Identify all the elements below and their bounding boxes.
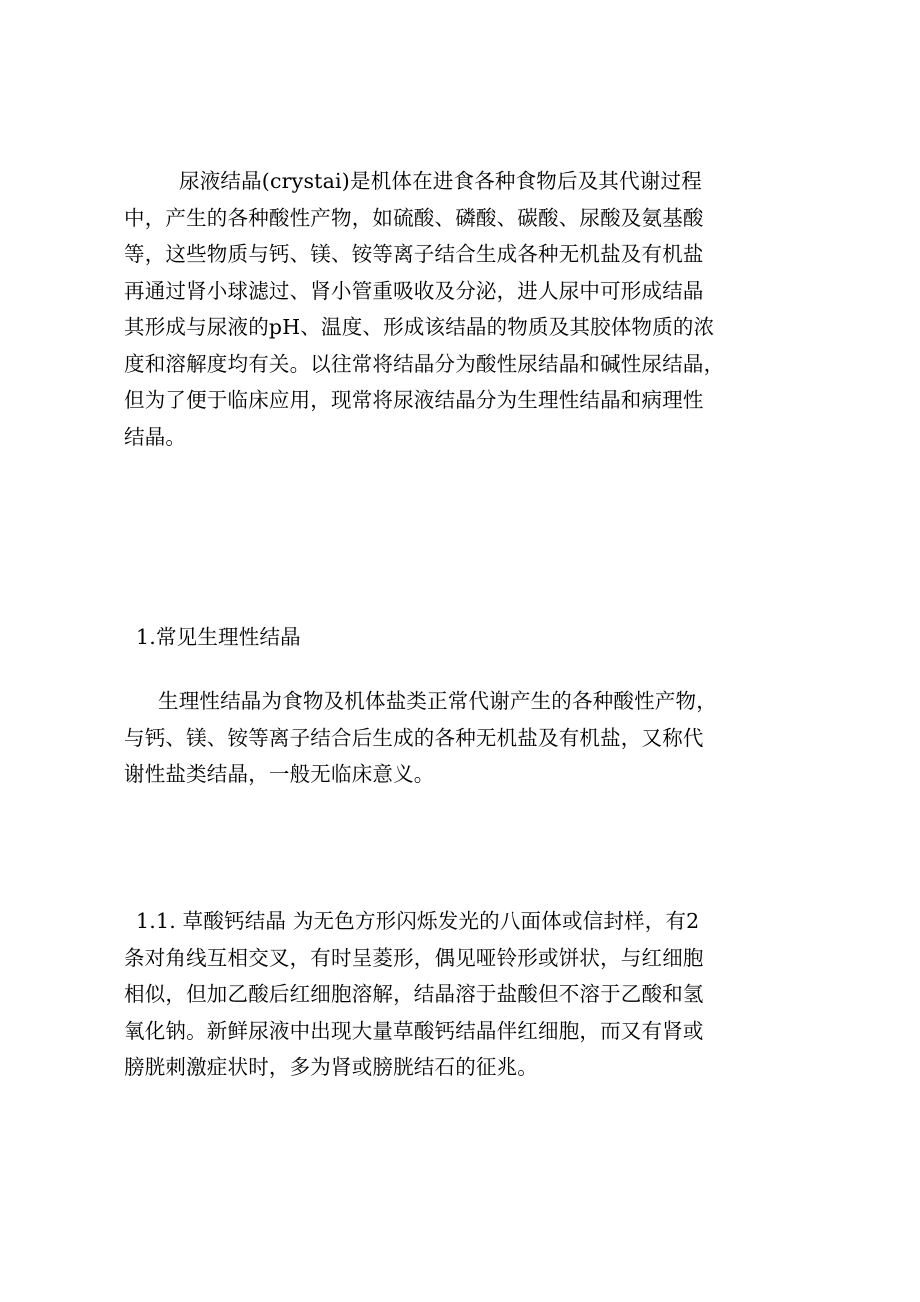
text-line: 与钙、镁、铵等离子结合后生成的各种无机盐及有机盐，又称代 [124,725,704,750]
text-line: 等，这些物质与钙、镁、铵等离子结合生成各种无机盐及有机盐 [124,242,704,266]
text-line: 氧化钠。新鲜尿液中出现大量草酸钙结晶伴红细胞，而又有肾或 [124,1018,704,1043]
text-line: 1.1. 草酸钙结晶 为无色方形闪烁发光的八面体或信封样，有2 [136,909,700,933]
paragraph-calcium-oxalate [124,903,749,1086]
heading-text: 1.常见生理性结晶 [136,625,301,649]
text-line: 但为了便于临床应用，现常将尿液结晶分为生理性结晶和病理性 [124,388,704,412]
text-line: 膀胱刺激症状时，多为肾或膀胱结石的征兆。 [124,1055,538,1079]
text-line: 谢性盐类结晶，一般无临床意义。 [124,762,435,786]
text-line: 生理性结晶为食物及机体盐类正常代谢产生的各种酸性产物， [158,689,717,713]
paragraph-physiological-crystals [124,683,749,793]
text-line: 条对角线互相交叉，有时呈菱形，偶见哑铃形或饼状，与红细胞 [124,945,704,970]
text-line: 尿液结晶(crystai)是机体在进食各种食物后及其代谢过程 [179,169,702,193]
paragraph-intro [124,163,749,455]
text-line: 中，产生的各种酸性产物，如硫酸、磷酸、碳酸、尿酸及氨基酸 [124,205,704,230]
text-line: 相似，但加乙酸后红细胞溶解，结晶溶于盐酸但不溶于乙酸和氢 [124,982,704,1006]
text-line: 其形成与尿液的pH、温度、形成该结晶的物质及其胶体物质的浓 [124,315,715,339]
text-line: 结晶。 [124,424,187,449]
section-heading [124,619,749,656]
text-line: 再通过肾小球滤过、肾小管重吸收及分泌，进人尿中可形成结晶 [124,278,704,303]
text-line: 度和溶解度均有关。以往常将结晶分为酸性尿结晶和碱性尿结晶， [124,351,725,376]
